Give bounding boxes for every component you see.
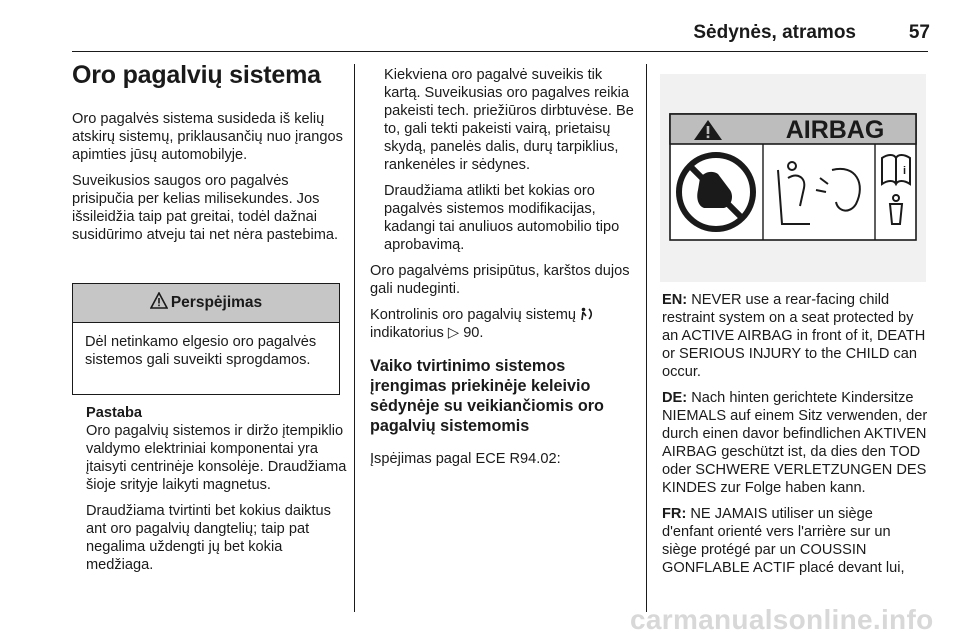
paragraph: Draudžiama atlikti bet kokias oro pagalvės sistemos modifikacijas, kadangi tai anuliuos automobilio tipo aprobavimą.: [384, 183, 620, 253]
intro-text: [72, 110, 344, 252]
warning-triangle-icon: [150, 292, 168, 314]
translation-en: EN: NEVER use a rear-facing child restraint system on a seat protected by an ACTIVE AIRBAG in front of it, DEATH or SERIOUS INJURY to the CHILD can occur.: [662, 292, 926, 380]
column-divider-1: [354, 64, 355, 612]
warning-label: Perspėjimas: [170, 294, 263, 311]
page-heading: Oro pagalvių sistema: [72, 61, 321, 89]
airbag-word: AIRBAG: [785, 116, 885, 144]
warning-text: Dėl netinkamo elgesio oro pagalvės sistemos gali suveikti sprogdamos.: [85, 334, 317, 368]
translation-de: DE: Nach hinten gerichtete Kindersitze NIEMALS auf einem Sitz verwenden, der durch einen davor befindlichen AKTIVEN AIRBAG geschützt ist, da dies den TOD oder SCHWERE VERLETZUNGEN DES KINDES zur Folge haben kann.: [662, 390, 928, 496]
paragraph: Kiekviena oro pagalvė suveikis tik kartą. Suveikusias oro pagalves reikia pakeisti tech. priežiūros dirbtuvėse. Be to, gali tekti pakeisti vairą, prietaisų skydą, panelės dalis, durų tarpiklius, rankenėles ir sėdynes.: [384, 67, 634, 173]
text-span: indikatorius: [370, 325, 444, 341]
paragraph: Oro pagalvių sistemos ir diržo įtempiklio valdymo elektriniai komponentai yra įtaisyti centrinėje konsolėje. Draudžiama šioje srityje laikyti magnetus.: [86, 423, 347, 493]
paragraph: [370, 306, 634, 342]
warning-box: [72, 283, 340, 395]
paragraph: Oro pagalvėms prisipūtus, karštos dujos gali nudeginti.: [370, 263, 630, 297]
paragraph: Įspėjimas pagal ECE R94.02:: [370, 451, 561, 467]
note-heading: Pastaba: [86, 405, 142, 421]
subheading: Vaiko tvirtinimo sistemos įrengimas priekinėje keleivio sėdynėje su veikiančiomis oro pagalvių sistemomis: [370, 357, 604, 435]
section-title: Sėdynės, atramos: [693, 22, 856, 43]
note-block: [86, 404, 348, 582]
text-span: Kontrolinis oro pagalvių sistemų: [370, 307, 577, 323]
column-3: [662, 291, 928, 585]
page-ref[interactable]: 90.: [463, 325, 484, 341]
paragraph: Oro pagalvės sistema susideda iš kelių atskirų sistemų, priklausančių nuo įrangos apimties jūsų automobilyje.: [72, 111, 343, 163]
airbag-warning-label: [660, 74, 926, 282]
paragraph: Suveikusios saugos oro pagalvės prisipučia per kelias milisekundes. Jos išsileidžia taip pat greitai, todėl dažnai susidūrimo atveju tai net nėra pastebima.: [72, 173, 339, 243]
footer-watermark: carmanualsonline.info: [630, 604, 934, 635]
column-2: [370, 66, 634, 476]
page-number: 57: [908, 22, 930, 43]
paragraph: Draudžiama tvirtinti bet kokius daiktus ant oro pagalvių dangtelių; taip pat negalima uždengti jų bet kokia medžiaga.: [86, 503, 331, 573]
page-ref-arrow-icon: ▷: [447, 325, 460, 341]
svg-text:i: i: [903, 165, 907, 177]
header-rule: [72, 51, 928, 52]
warning-header: [73, 284, 339, 323]
airbag-indicator-icon: [580, 307, 593, 323]
translation-fr: FR: NE JAMAIS utiliser un siège d'enfant orienté vers l'arrière sur un siège protégé par un COUSSIN GONFLABLE ACTIF placé devant lui,: [662, 506, 905, 576]
column-divider-2: [646, 64, 647, 612]
